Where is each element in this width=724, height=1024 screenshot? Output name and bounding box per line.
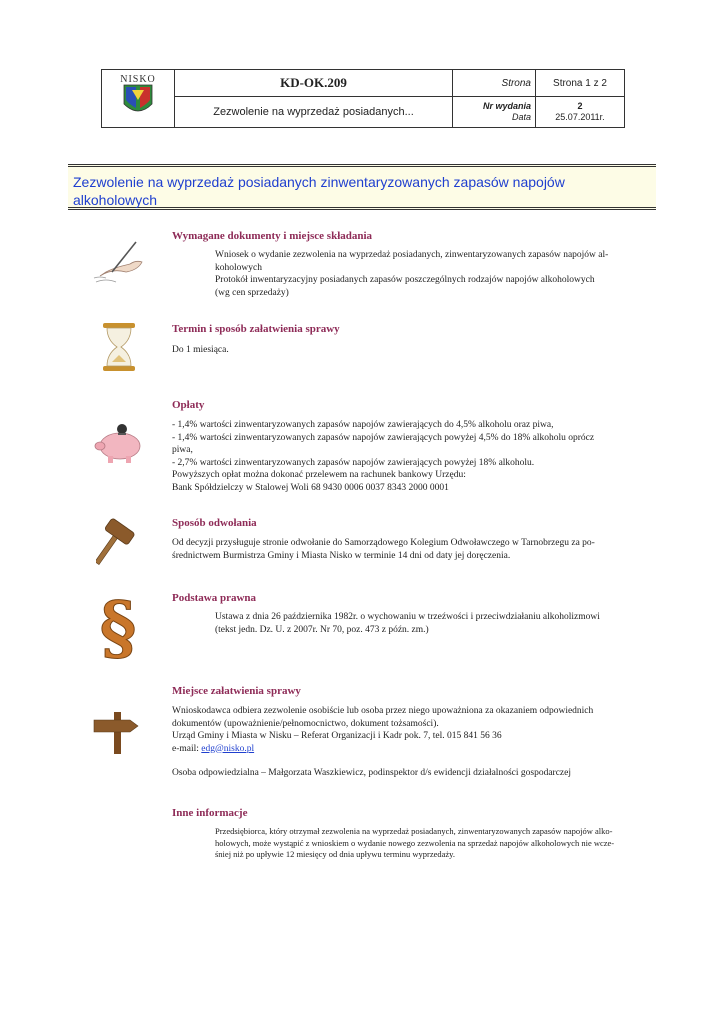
documents-text	[215, 249, 655, 299]
hourglass-icon	[100, 322, 138, 372]
svg-text:NISKO: NISKO	[120, 74, 156, 85]
appeal-text	[172, 537, 654, 562]
deadline-line: Do 1 miesiąca.	[172, 345, 229, 355]
other-line: Przedsiębiorca, który otrzymał zezwolenia na wyprzedaż posiadanych, zinwentaryzowanych zapasów napojów alko-	[215, 826, 613, 836]
section-heading-place: Miejsce załatwienia sprawy	[172, 685, 301, 697]
page-number: Strona 1 z 2	[536, 70, 625, 97]
email-link[interactable]: edg@nisko.pl	[201, 743, 255, 754]
deadline-text	[172, 344, 652, 357]
appeal-line: Od decyzji przysługuje stronie odwołanie do Samorządowego Kolegium Odwoławczego w Tarnobrzegu za po-	[172, 538, 595, 548]
legal-text	[215, 611, 655, 636]
svg-text:§: §	[99, 590, 137, 662]
edition-date-values	[536, 97, 625, 128]
fees-line: - 2,7% wartości zinwentaryzowanych zapasów napojów zawierających powyżej 18% alkoholu.	[172, 457, 535, 468]
legal-line: (tekst jedn. Dz. U. z 2007r. Nr 70, poz. 473 z późn. zm.)	[215, 624, 429, 635]
documents-line: (wg cen sprzedaży)	[215, 287, 289, 298]
title-bar	[68, 164, 656, 210]
document-subtitle: Zezwolenie na wyprzedaż posiadanych...	[175, 97, 453, 128]
fees-line: Powyższych opłat można dokonać przelewem na rachunek bankowy Urzędu:	[172, 470, 466, 480]
email-label: e-mail:	[172, 743, 202, 754]
fees-line: Bank Spółdzielczy w Stalowej Woli 68 9430 0006 0037 8343 2000 0001	[172, 482, 449, 493]
document-header	[101, 69, 625, 128]
fees-text	[172, 419, 652, 494]
documents-line: Wniosek o wydanie zezwolenia na wyprzedaż posiadanych, zinwentaryzowanych zapasów napojów al-	[215, 250, 609, 260]
gavel-icon	[96, 516, 140, 568]
place-line: dokumentów (upoważnienie/pełnomocnictwo, dokument tożsamości).	[172, 718, 439, 729]
edition-label: Nr wydania	[482, 101, 531, 111]
paragraph-icon	[98, 590, 138, 662]
hand-writing-icon	[92, 238, 148, 286]
fees-line: - 1,4% wartości zinwentaryzowanych zapasów napojów zawierających powyżej 4,5% do 18% alkoholu oprócz	[172, 432, 595, 443]
section-heading-fees: Opłaty	[172, 399, 205, 411]
fees-line: piwa,	[172, 445, 193, 455]
place-line: Wnioskodawca odbiera zezwolenie osobiście lub osoba przez niego upoważniona za okazaniem odpowiednich	[172, 706, 594, 716]
place-text	[172, 705, 654, 780]
section-heading-documents: Wymagane dokumenty i miejsce składania	[172, 230, 373, 242]
coat-of-arms-icon	[102, 70, 174, 122]
page-title: Zezwolenie na wyprzedaż posiadanych zinwentaryzowanych zapasów napojów alkoholowych	[73, 174, 565, 208]
place-email-line	[172, 743, 654, 756]
other-line: holowych, może wystąpić z wnioskiem o wydanie nowego zezwolenia na sprzedaż napojów alkoholowych nie wcze-	[215, 837, 615, 848]
section-heading-other: Inne informacje	[172, 807, 248, 819]
section-heading-legal: Podstawa prawna	[172, 592, 257, 604]
section-heading-deadline: Termin i sposób załatwienia sprawy	[172, 323, 340, 335]
date-label: Data	[511, 112, 531, 122]
fees-line: - 1,4% wartości zinwentaryzowanych zapasów napojów zawierających do 4,5% alkoholu oraz piwa,	[172, 420, 554, 430]
date-value: 25.07.2011r.	[555, 112, 605, 122]
page-label: Strona	[453, 70, 536, 97]
signpost-icon	[92, 708, 148, 756]
responsible-person: Osoba odpowiedzialna – Małgorzata Waszkiewicz, podinspektor d/s ewidencji działalności gospodarczej	[172, 768, 571, 778]
piggy-bank-icon	[92, 422, 148, 464]
documents-line: Protokół inwentaryzacyjny posiadanych zapasów poszczególnych rodzajów napojów alkoholowych	[215, 275, 595, 285]
section-heading-appeal: Sposób odwołania	[172, 517, 257, 529]
legal-line: Ustawa z dnia 26 października 1982r. o wychowaniu w trzeźwości i przeciwdziałaniu alkoholizmowi	[215, 612, 600, 622]
documents-line: koholowych	[215, 262, 262, 273]
document-code: KD-OK.209	[175, 70, 453, 97]
other-line: śniej niż po upływie 12 miesięcy od dnia upływu terminu wyprzedaży.	[215, 849, 455, 859]
logo-cell	[102, 70, 175, 128]
other-text	[215, 826, 657, 861]
appeal-line: średnictwem Burmistrza Gminy i Miasta Nisko w terminie 14 dni od daty jej doręczenia.	[172, 550, 511, 561]
edition-date-labels	[453, 97, 536, 128]
place-line: Urząd Gminy i Miasta w Nisku – Referat Organizacji i Kadr pok. 7, tel. 015 841 56 36	[172, 731, 502, 741]
edition-value: 2	[577, 101, 583, 111]
